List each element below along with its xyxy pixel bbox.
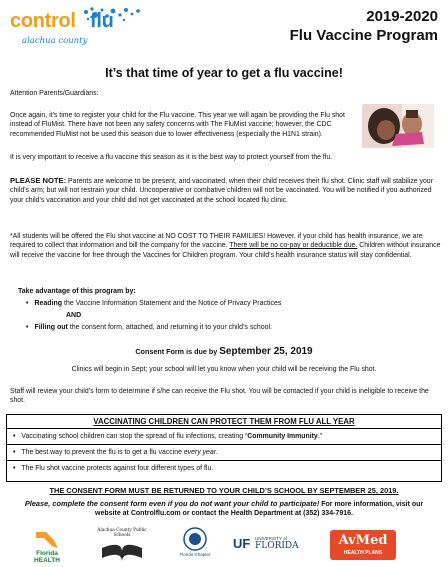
sponsor-logos bbox=[0, 524, 448, 567]
staff-paragraph: Staff will review your child’s form to determine if s/he can receive the Flu shot. You will be contacted if your child is ineligible to receive the shot. bbox=[10, 388, 429, 405]
divider bbox=[7, 460, 441, 461]
page-headline: It’s that time of year to get a flu vaccine! bbox=[105, 66, 343, 80]
aap-florida-logo bbox=[180, 526, 210, 564]
acps-text: Alachua County Public Schools bbox=[97, 528, 147, 538]
florida-health-text: Florida HEALTH bbox=[34, 550, 60, 564]
avmed-subtitle: HEALTH PLANS bbox=[343, 550, 383, 556]
due-label: Consent Form is due by bbox=[135, 347, 220, 356]
due-date-line bbox=[0, 346, 448, 357]
salutation: Attention Parents/Guardians: bbox=[10, 90, 99, 97]
no-copay-text: There will be no co-pay or deductible due. bbox=[229, 242, 358, 250]
item1-text-a: Vaccinating school children can stop the spread of flu infections, creating “ bbox=[21, 433, 248, 440]
protection-item bbox=[13, 465, 213, 472]
please-note-label: PLEASE NOTE: bbox=[10, 176, 67, 185]
aap-seal-icon bbox=[180, 526, 210, 552]
item1-text-bold: Community Immunity bbox=[247, 433, 318, 440]
please-complete-paragraph bbox=[20, 499, 428, 518]
photo-image bbox=[362, 104, 434, 148]
item1-text-c: .” bbox=[317, 433, 322, 440]
please-note-paragraph bbox=[10, 176, 440, 205]
protection-item bbox=[13, 449, 218, 456]
please-italic: Please, complete the consent form even if you do not want your child to participate! bbox=[24, 499, 320, 508]
logo-flu-text: flu bbox=[90, 10, 114, 32]
bullet-icon: • bbox=[26, 300, 29, 307]
and-connector: AND bbox=[66, 312, 82, 319]
uf-logo bbox=[233, 534, 313, 556]
item2-text-a: The best way to prevent the flu is to get a flu vaccine bbox=[21, 449, 184, 456]
program-title: Flu Vaccine Program bbox=[289, 27, 438, 44]
divider bbox=[7, 444, 441, 445]
uf-mark: UF bbox=[233, 536, 251, 551]
step-reading-text: the Vaccine Information Statement and the Notice of Privacy Practices bbox=[62, 300, 282, 307]
bullet-icon: • bbox=[13, 433, 16, 440]
take-advantage-heading: Take advantage of this program by: bbox=[18, 288, 136, 295]
controlflu-logo bbox=[8, 4, 158, 52]
florida-health-logo bbox=[30, 530, 64, 562]
bullet-icon: • bbox=[26, 324, 29, 331]
step-filling-bold: Filling out bbox=[34, 324, 68, 331]
avmed-name: AvMed bbox=[338, 533, 388, 548]
intro-paragraph: Once again, it’s time to register your child for the Flu vaccine. This year we will again be providing the Flu shot instead of FluMist. There have not been any safety concerns with The FluMist vaccine; however, the CDC recommended FluMist not be used this season due to lower effectiveness (especially the H1N1 strain). bbox=[10, 112, 345, 138]
please-rest: For more information, visit our website at Controlflu.com or contact the Health Department at (352) 334-7916. bbox=[95, 501, 424, 517]
due-date: September 25, 2019 bbox=[219, 346, 313, 357]
cost-text-b: Children without insurance will receive the vaccine for free through the Vaccines for Children program. Your child’s health insurance status will stay confidential. bbox=[10, 242, 441, 259]
clinics-paragraph: Clinics will begin in Sept; your school will let you know when your child will be receiving the Flu shot. bbox=[71, 366, 377, 373]
cost-paragraph bbox=[10, 232, 442, 260]
item3-text: The Flu shot vaccine protects against four different types of flu. bbox=[21, 465, 214, 472]
bullet-icon: • bbox=[13, 449, 16, 456]
header bbox=[0, 0, 448, 58]
child-vaccination-photo bbox=[362, 104, 434, 148]
step-reading bbox=[26, 300, 281, 307]
program-year: 2019-2020 bbox=[366, 8, 438, 25]
avmed-logo bbox=[330, 530, 396, 560]
aap-florida-text: Florida Chapter bbox=[179, 552, 211, 557]
step-filling-text: the consent form, attached, and returning it to your child’s school. bbox=[67, 324, 273, 331]
florida-health-icon bbox=[30, 530, 64, 550]
bullet-icon: • bbox=[13, 465, 16, 472]
step-filling bbox=[26, 324, 272, 331]
consent-return-notice: THE CONSENT FORM MUST BE RETURNED TO YOUR CHILD’S SCHOOL BY SEPTEMBER 25, 2019. bbox=[49, 486, 399, 495]
uf-florida-text: FLORIDA bbox=[255, 541, 299, 551]
divider bbox=[7, 428, 441, 429]
protection-box-title: VACCINATING CHILDREN CAN PROTECT THEM FROM FLU ALL YEAR bbox=[93, 417, 355, 426]
logo-control-text: control bbox=[10, 10, 76, 32]
item2-text-italic: every year bbox=[183, 449, 216, 456]
step-reading-bold: Reading bbox=[34, 300, 63, 307]
please-note-text: Parents are welcome to be present, and vaccinated, when their child receives their flu shot. Clinic staff will stabilize your child’s arm; but will not restrain your child. Uncooperative or combative children will not be vaccinated. You will be notified if you authorized your child’s vaccination and your child did not get vaccinated at the school located flu clinic. bbox=[10, 178, 433, 204]
logo-subtitle: alachua county bbox=[22, 36, 88, 46]
cost-text-a: *All students will be offered the Flu shot vaccine at NO COST TO THEIR FAMILIES! However, if your child has health insurance, we are required to collect that information and bill the company for the vaccine. bbox=[10, 233, 423, 250]
protection-item bbox=[13, 433, 322, 440]
protection-box bbox=[6, 414, 442, 482]
importance-sentence: It is very important to receive a flu vaccine this season as it is the best way to protect yourself from the flu. bbox=[10, 154, 333, 161]
item2-text-c: . bbox=[216, 449, 218, 456]
acps-logo bbox=[96, 524, 148, 564]
uf-university-text: UNIVERSITY of bbox=[255, 536, 287, 541]
